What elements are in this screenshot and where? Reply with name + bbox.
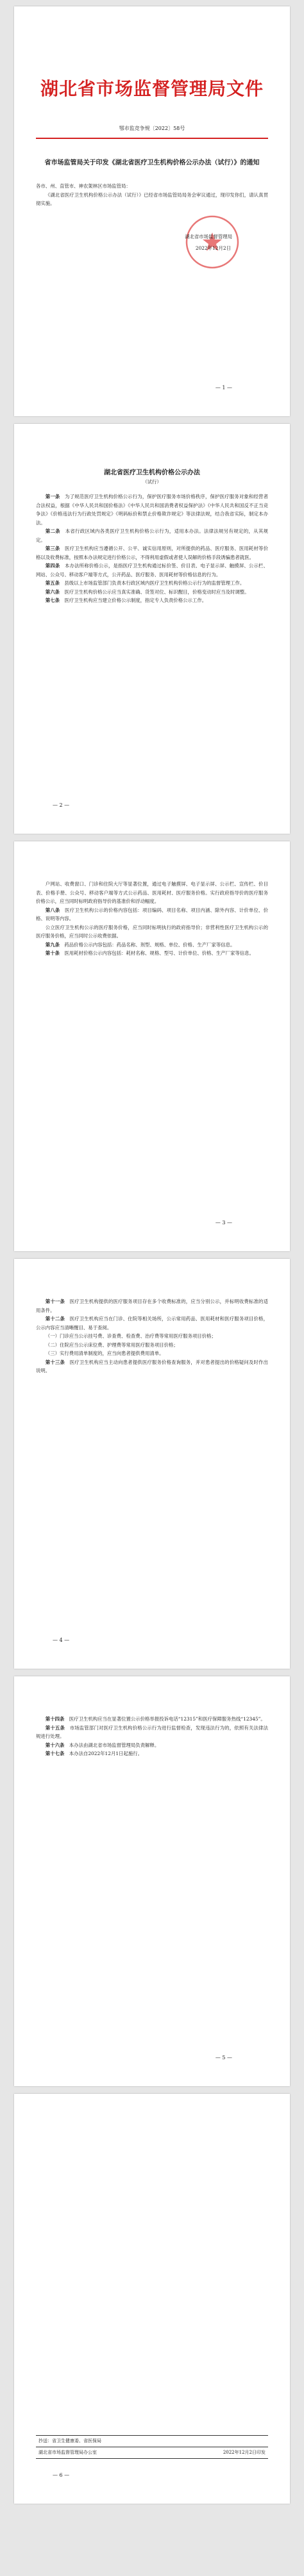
article-number: 第三条	[45, 546, 60, 551]
article-number: 第八条	[45, 907, 60, 913]
article-number: 第十条	[45, 950, 60, 956]
page-5	[14, 1676, 290, 2086]
article-text: 医疗卫生机构公示的价格内容包括：项目编码、项目名称、项目内涵、除外内容、计价单位、价格、说明等内容。	[36, 907, 268, 921]
article-number: 第一条	[45, 494, 60, 499]
law-title: 湖北省医疗卫生机构价格公示办法	[104, 469, 200, 476]
article-number: 第十一条	[45, 1299, 65, 1304]
article	[36, 1741, 268, 1750]
page-number: — 3 —	[215, 1220, 232, 1226]
cc-block	[36, 2435, 268, 2459]
document-viewer	[0, 6, 304, 2504]
article-text: 本省行政区域内各类医疗卫生机构价格公示行为，适用本办法。法律法规另有规定的，从其规定。	[36, 528, 268, 543]
signer-name: 湖北省市场监督管理局	[185, 233, 232, 239]
issuing-office: 湖北省市场监督管理局办公室	[38, 2450, 97, 2455]
signing-date: 2022年12月2日	[195, 245, 231, 251]
cc-issue-row	[36, 2447, 268, 2458]
article-number: 第六条	[45, 588, 60, 595]
article-number: 第十四条	[45, 1716, 65, 1722]
article	[36, 596, 268, 605]
page-3	[14, 841, 290, 1251]
article	[36, 941, 268, 950]
letterhead-title: 湖北省市场监督管理局文件	[40, 78, 264, 99]
article	[36, 1297, 268, 1315]
official-seal-icon	[183, 213, 241, 271]
recipients: 各市、州、直管市、神农架林区市场监管局：	[36, 183, 131, 189]
page-1	[14, 6, 290, 416]
article-text: （三）实行费用清单制度的，应当向患者提供费用清单。	[45, 1350, 164, 1356]
article-text: 公立医疗卫生机构公示的医疗服务价格，应当同时标明执行的政府指导价；非营利性医疗卫生机构公示的医疗服务价格，应当同时公示收费依据。	[36, 924, 268, 939]
article	[36, 949, 268, 958]
article-text: 本办法所称价格公示，是指医疗卫生机构通过标价签、价目表、电子显示屏、触摸屏、公示栏、网站、公众号、移动客户端等方式，公开药品、医疗服务、医用耗材等价格信息的行为。	[36, 563, 268, 578]
article-number: 第五条	[45, 580, 60, 586]
article	[36, 880, 268, 906]
article-text: 医疗卫生机构应当遵循公开、公平、诚实信用原则，对所提供的药品、医疗服务、医用耗材等价格以及收费标准，按照本办法规定进行价格公示，不得利用虚假或者使人误解的价格手段诱骗患者就医。	[36, 546, 268, 560]
article-text: 为了规范医疗卫生机构价格公示行为，保护医疗服务市场价格秩序，保护医疗服务对象和经营者合法权益，根据《中华人民共和国价格法》《中华人民共和国消费者权益保护法》《中华人民共和国反不正当竞争法》《价格违法行为行政处罚规定》《明码标价和禁止价格欺诈规定》等法律法规，结合我省实际，制定本办法。	[36, 494, 268, 526]
article-text: 县级以上市场监管部门负责本行政区域内医疗卫生机构价格公示行为的监督管理工作。	[64, 580, 245, 586]
page-2	[14, 424, 290, 834]
article	[36, 1358, 268, 1375]
article-number: 第十三条	[45, 1359, 65, 1365]
article-text: 医用耗材价格公示内容包括：耗材名称、规格、型号、计价单位、价格、生产厂家等信息。	[64, 950, 255, 956]
article-text: 医疗卫生机构应当在显著位置公示价格举报投诉电话“12315”和医疗保障服务热线“12345”。	[69, 1716, 266, 1722]
article	[36, 923, 268, 941]
article-number: 第十二条	[45, 1316, 65, 1322]
page-4	[14, 1259, 290, 1669]
article-number: 第九条	[45, 941, 60, 948]
article-number: 第十五条	[45, 1724, 65, 1731]
article-text: 本办法由湖北省市场监督管理局负责解释。	[69, 1742, 160, 1748]
article-number: 第十七条	[45, 1751, 65, 1756]
article	[36, 1349, 268, 1358]
article	[36, 906, 268, 923]
article-text: 医疗卫生机构价格公示应当真实准确、货签对位、标识醒目，价格变动时应当及时调整。	[64, 588, 249, 595]
page-number: — 2 —	[53, 802, 70, 808]
article	[36, 527, 268, 544]
article-text: 医疗卫生机构提供的医疗服务项目存在多个收费标准的，应当分别公示，并标明收费标准的适用条件。	[36, 1299, 268, 1313]
article-number: 第四条	[45, 563, 60, 569]
law-subtitle: （试行）	[142, 478, 162, 485]
article	[36, 1332, 268, 1341]
article-text: （一）门诊应当公示挂号费、诊查费、检查费、治疗费等常用医疗服务项目价格；	[45, 1333, 216, 1339]
issue-date: 2022年12月2日印发	[223, 2450, 266, 2455]
page-number: — 1 —	[215, 385, 232, 391]
article	[36, 1724, 268, 1741]
signature-block	[36, 208, 268, 285]
article	[36, 1315, 268, 1332]
article-text: 市场监管部门对医疗卫生机构价格公示行为进行监督检查，发现违法行为的，依照有关法律法规进行处理。	[36, 1724, 268, 1739]
article-text: 医疗卫生机构应当主动向患者提供医疗服务价格查询服务，并对患者提出的价格疑问及时作出说明。	[36, 1359, 268, 1373]
article	[36, 1715, 268, 1724]
article	[36, 588, 268, 597]
article	[36, 492, 268, 527]
article-number: 第七条	[45, 597, 60, 603]
article-text: 户网站、收费窗口、门诊和住院大厅等显著位置，通过电子触摸屏、电子显示屏、公示栏、宣传栏、价目表、价格手册、公众号、移动客户端等方式公示药品、医用耗材、医疗服务价格。实行政府指导价的医疗服务价格公示，应当同时标明政府指导价的基准价和浮动幅度。	[36, 881, 268, 904]
article-text: （二）住院应当公示床位费、护理费等常用医疗服务项目价格；	[45, 1341, 178, 1348]
article	[36, 544, 268, 562]
article-text: 医疗卫生机构应当建立价格公示制度，指定专人负责价格公示工作。	[64, 597, 207, 603]
notice-title: 省市场监管局关于印发《湖北省医疗卫生机构价格公示办法（试行）》的通知	[44, 159, 260, 166]
page-number: — 5 —	[215, 2055, 232, 2061]
cc-recipients-row	[36, 2436, 268, 2447]
article-text: 本办法自2022年12月1日起施行。	[69, 1751, 142, 1756]
page-number: — 6 —	[53, 2472, 70, 2478]
document-number: 鄂市监竞争规〔2022〕58号	[119, 125, 185, 131]
article-number: 第十六条	[45, 1742, 65, 1748]
article	[36, 562, 268, 579]
article	[36, 579, 268, 588]
article-text: 医疗卫生机构应当在门诊、住院等相关场所，公示常用药品、医用耗材和医疗服务项目价格，公示内容应当清晰醒目、易于查阅。	[36, 1316, 268, 1331]
article-text: 药品价格公示内容包括：药品名称、剂型、规格、单位、价格、生产厂家等信息。	[64, 941, 235, 948]
red-divider	[36, 138, 268, 139]
cc-recipients: 抄送：省卫生健康委、省医保局	[38, 2438, 101, 2443]
article	[36, 1749, 268, 1758]
page-number: — 4 —	[53, 1637, 70, 1643]
article	[36, 1341, 268, 1350]
page-6	[14, 2094, 290, 2504]
article-number: 第二条	[45, 528, 60, 534]
cc-rule-bottom	[36, 2458, 268, 2459]
notice-body: 《湖北省医疗卫生机构价格公示办法（试行）》已经省市场监管局局务会审议通过，现印发你们，请认真贯彻实施。	[36, 191, 268, 206]
